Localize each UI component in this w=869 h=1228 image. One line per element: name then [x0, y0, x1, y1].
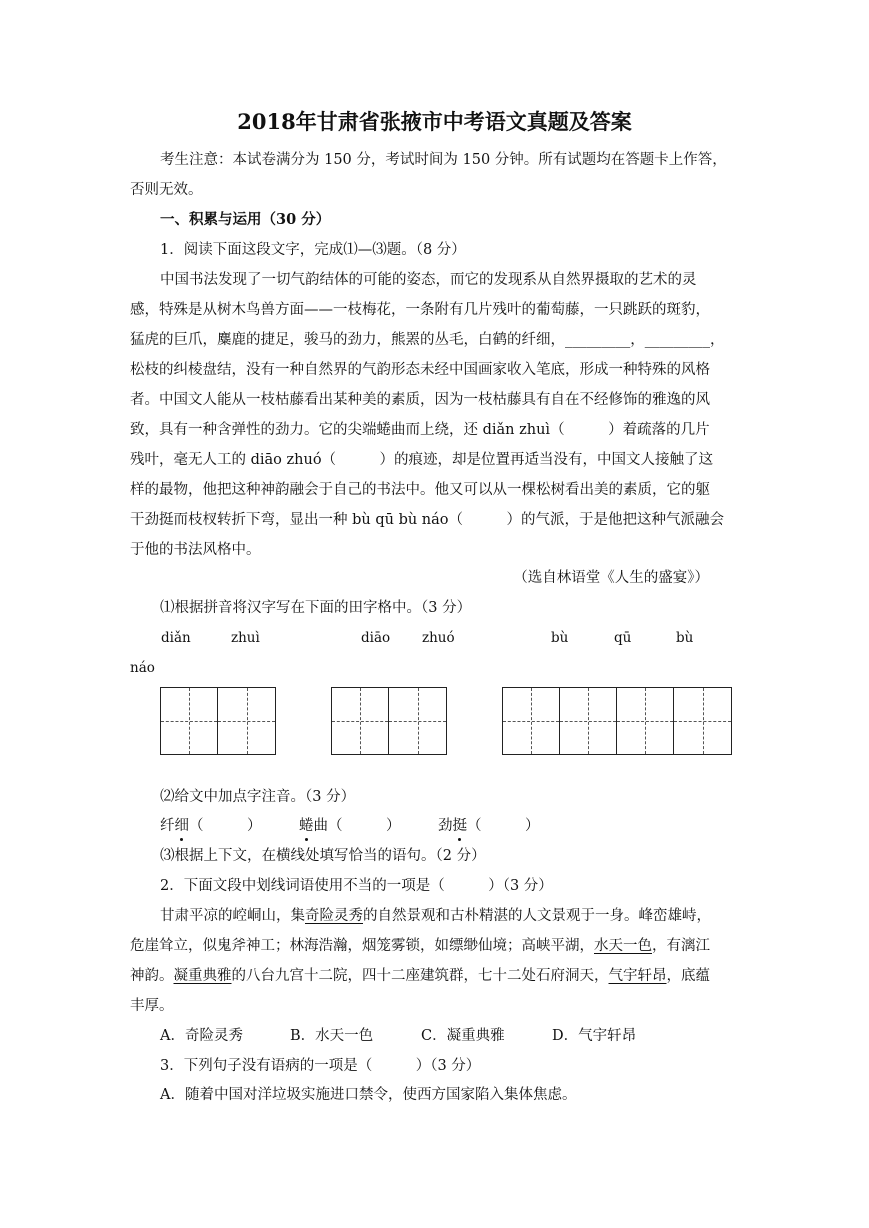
annotation-blank: 曲（ ） [313, 818, 401, 834]
tianzige-cell[interactable] [218, 688, 275, 754]
question-3-stem: 3．下列句子没有语病的一项是（ ）（3 分） [160, 1058, 481, 1074]
q3-option-a: A．随着中国对洋垃圾实施进口禁令，使西方国家陷入集体焦虑。 [160, 1087, 577, 1103]
dotted-char: 蜷 [299, 818, 314, 834]
underlined-phrase: 奇险灵秀 [305, 908, 363, 924]
tianzige-cell[interactable] [389, 688, 446, 754]
text-run: ，底蕴 [666, 968, 710, 984]
annotation-text: 劲 [438, 818, 453, 834]
underlined-phrase: 凝重典雅 [173, 968, 232, 984]
text-run: 神韵。 [130, 968, 174, 984]
passage-line: 干劲挺而枝杈转折下弯，显出一种 bù qū bù náo（ ）的气派，于是他把这种气派融会 [130, 512, 725, 528]
passage-line: 致，具有一种含弹性的劲力。它的尖端蜷曲而上绕，还 diǎn zhuì（ ）着疏落的几片 [130, 422, 710, 438]
passage-line: 猛虎的巨爪，麋鹿的捷足，骏马的劲力，熊罴的丛毛，白鹤的纤细，_________，_________， [130, 332, 725, 348]
q2-option-d: D．气宇轩昂 [552, 1028, 637, 1044]
annotation-blank: （ ） [189, 818, 262, 834]
tianzige-cell[interactable] [617, 688, 674, 754]
text-run: ，有漓江 [652, 938, 710, 954]
tianzige-cell[interactable] [560, 688, 617, 754]
question-2-stem: 2．下面文段中划线词语使用不当的一项是（ ）（3 分） [160, 878, 553, 894]
pinyin-label: qū [614, 630, 632, 646]
tianzige-group-3[interactable] [502, 687, 732, 755]
tianzige-cell[interactable] [332, 688, 389, 754]
q2-option-c: C．凝重典雅 [421, 1028, 505, 1044]
pinyin-label: zhuó [422, 630, 455, 646]
q2-option-a: A．奇险灵秀 [160, 1028, 243, 1044]
passage-line: 样的最物，他把这种神韵融会于自己的书法中。他又可以从一棵松树看出美的素质，它的躯 [130, 482, 710, 498]
text-run: 甘肃平凉的崆峒山，集 [160, 908, 305, 924]
annotation-item [438, 816, 540, 836]
pinyin-label: diāo [361, 630, 391, 646]
pinyin-label: bù [676, 630, 694, 646]
annotation-text: 纤 [160, 818, 175, 834]
text-run: 的自然景观和古朴精湛的人文景观于一身。峰峦雄峙， [363, 908, 711, 924]
passage-line: 残叶，毫无人工的 diāo zhuó（ ）的痕迹，却是位置再适当没有，中国文人接触了这 [130, 452, 714, 468]
sub-question-1: ⑴根据拼音将汉字写在下面的田字格中。（3 分） [160, 600, 472, 616]
tianzige-group-1[interactable] [160, 687, 276, 755]
notice-line-1: 考生注意：本试卷满分为 150 分，考试时间为 150 分钟。所有试题均在答题卡上作答， [160, 152, 727, 168]
sub-question-3: ⑶根据上下文，在横线处填写恰当的语句。（2 分） [160, 848, 486, 864]
underlined-phrase: 水天一色 [594, 938, 652, 954]
underlined-phrase: 气宇轩昂 [608, 968, 667, 984]
pinyin-label: bù [551, 630, 569, 646]
q2-passage-line [160, 906, 711, 926]
annotation-blank: （ ） [467, 818, 540, 834]
q2-passage-line [130, 966, 710, 986]
annotation-item [299, 816, 401, 836]
annotation-item [160, 816, 262, 836]
tianzige-cell[interactable] [674, 688, 731, 754]
tianzige-cell[interactable] [503, 688, 560, 754]
sub-question-2: ⑵给文中加点字注音。（3 分） [160, 789, 356, 805]
pinyin-label: diǎn [161, 630, 191, 646]
q2-passage-line [130, 936, 710, 956]
q2-option-b: B．水天一色 [290, 1028, 374, 1044]
passage-source: （选自林语堂《人生的盛宴》） [513, 570, 709, 586]
q2-passage-line: 丰厚。 [130, 998, 174, 1014]
question-1-stem: 1．阅读下面这段文字，完成⑴—⑶题。（8 分） [160, 242, 466, 258]
text-run: 危崖耸立，似鬼斧神工；林海浩瀚，烟笼雾锁，如缥缈仙境；高峡平湖， [130, 938, 594, 954]
passage-line: 中国书法发现了一切气韵结体的可能的姿态，而它的发现系从自然界摄取的艺术的灵 [160, 272, 697, 288]
text-run: 的八台九宫十二院，四十二座建筑群，七十二处石府洞天， [231, 968, 609, 984]
dotted-char: 细 [174, 818, 189, 834]
passage-line: 者。中国文人能从一枝枯藤看出某种美的素质，因为一枝枯藤具有自在不经修饰的雅逸的风 [130, 392, 710, 408]
page-title: 2018年甘肃省张掖市中考语文真题及答案 [237, 109, 632, 134]
passage-line: 于他的书法风格中。 [130, 542, 261, 558]
passage-line: 感，特殊是从树木鸟兽方面——一枝梅花，一条附有几片残叶的葡萄藤，一只跳跃的斑豹， [130, 302, 710, 318]
dotted-char: 挺 [452, 818, 467, 834]
section-heading: 一、积累与运用（30 分） [160, 211, 331, 228]
tianzige-cell[interactable] [161, 688, 218, 754]
notice-line-2: 否则无效。 [130, 182, 203, 198]
pinyin-label: zhuì [231, 630, 260, 646]
pinyin-label: náo [130, 660, 155, 676]
tianzige-group-2[interactable] [331, 687, 447, 755]
passage-line: 松枝的纠棱盘结，没有一种自然界的气韵形态未经中国画家收入笔底，形成一种特殊的风格 [130, 362, 710, 378]
